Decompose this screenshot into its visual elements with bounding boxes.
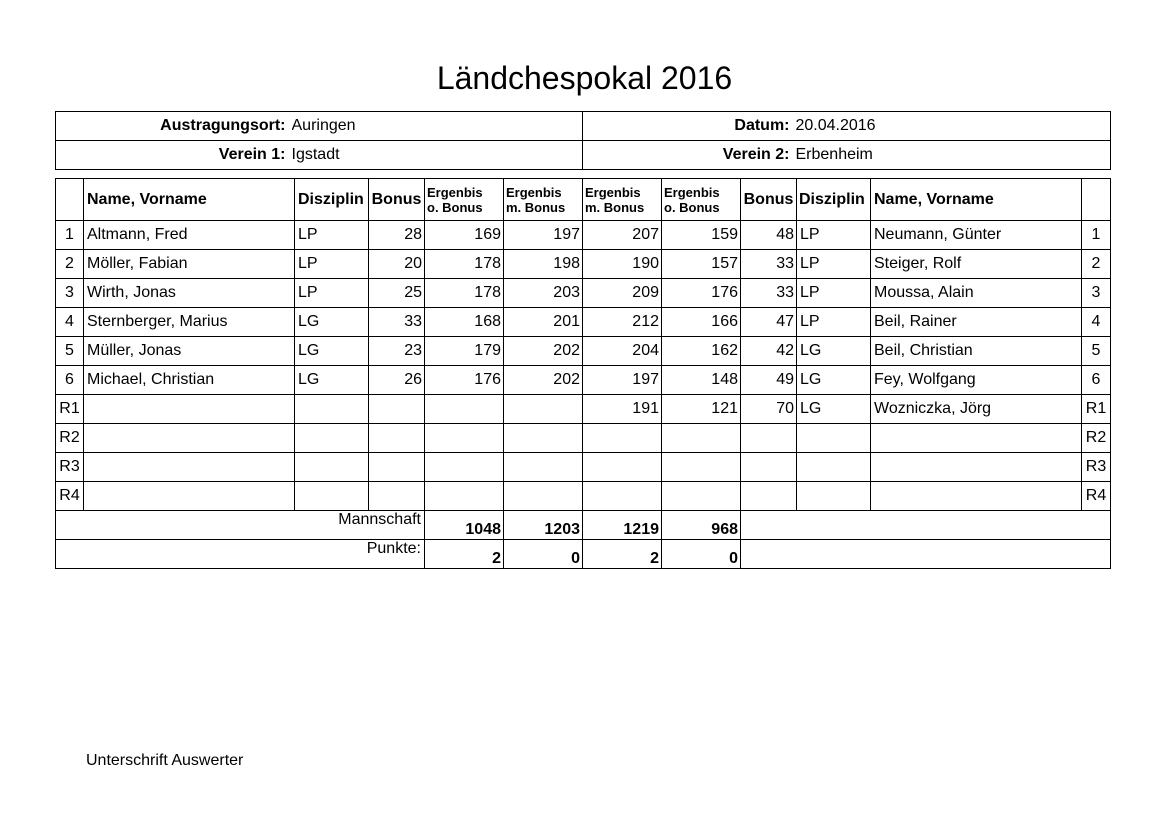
ergebnis-mit-bonus-right: 212 [583,308,662,337]
name-right [871,453,1082,482]
header-line2: o. Bonus [427,199,483,215]
disziplin-left: LP [295,250,369,279]
name-right: Steiger, Rolf [871,250,1082,279]
row-index-left: R3 [56,453,84,482]
disziplin-left [295,482,369,511]
ergebnis-mit-bonus-right [583,482,662,511]
table-row [56,453,1111,482]
ergebnis-mit-bonus-left: 202 [504,366,583,395]
disziplin-right: LP [797,221,871,250]
header-line1: Ergenbis [664,184,720,200]
bonus-right: 33 [741,250,797,279]
disziplin-left: LG [295,366,369,395]
ergebnis-ohne-bonus-left [425,395,504,424]
verein1-value: Igstadt [292,141,583,170]
ergebnis-ohne-bonus-left: 179 [425,337,504,366]
row-index-right: 3 [1082,279,1111,308]
name-right: Neumann, Günter [871,221,1082,250]
punkte-value: 2 [583,540,662,569]
table-row [56,308,1111,337]
signature-label: Unterschrift Auswerter [86,752,244,769]
results-table [55,178,1111,569]
results-header-row [56,179,1111,221]
ergebnis-mit-bonus-right [583,453,662,482]
bonus-right [741,453,797,482]
mannschaft-total: 1219 [583,511,662,540]
table-row [56,482,1111,511]
name-left [84,453,295,482]
bonus-left [369,453,425,482]
row-index-left: 5 [56,337,84,366]
info-row-clubs [56,141,1111,170]
header-disziplin-right: Disziplin [797,179,871,221]
name-left [84,395,295,424]
disziplin-right: LG [797,366,871,395]
datum-value: 20.04.2016 [796,112,1111,141]
bonus-left: 25 [369,279,425,308]
mannschaft-total: 1048 [425,511,504,540]
name-left: Möller, Fabian [84,250,295,279]
row-index-right: R4 [1082,482,1111,511]
punkte-label: Punkte: [56,540,425,569]
row-index-right: 1 [1082,221,1111,250]
austragungsort-label: Austragungsort: [56,112,292,141]
ergebnis-mit-bonus-right: 204 [583,337,662,366]
bonus-left [369,424,425,453]
datum-label: Datum: [583,112,796,141]
name-right: Beil, Rainer [871,308,1082,337]
bonus-left: 33 [369,308,425,337]
ergebnis-ohne-bonus-left: 176 [425,366,504,395]
disziplin-left: LG [295,337,369,366]
ergebnis-mit-bonus-right: 207 [583,221,662,250]
name-left: Sternberger, Marius [84,308,295,337]
bonus-left: 23 [369,337,425,366]
page-title: Ländchespokal 2016 [436,60,733,96]
mannschaft-row [56,511,1111,540]
mannschaft-total: 968 [662,511,741,540]
row-index-left: 3 [56,279,84,308]
header-name-left: Name, Vorname [84,179,295,221]
name-right: Moussa, Alain [871,279,1082,308]
row-index-right: 4 [1082,308,1111,337]
name-left [84,424,295,453]
disziplin-right [797,424,871,453]
table-row [56,424,1111,453]
ergebnis-ohne-bonus-right: 121 [662,395,741,424]
mannschaft-label: Mannschaft [56,511,425,540]
disziplin-left [295,424,369,453]
ergebnis-mit-bonus-left: 202 [504,337,583,366]
table-row [56,366,1111,395]
bonus-left [369,395,425,424]
ergebnis-ohne-bonus-left [425,424,504,453]
bonus-right: 48 [741,221,797,250]
ergebnis-mit-bonus-right: 197 [583,366,662,395]
row-index-right: R3 [1082,453,1111,482]
header-index-left [56,179,84,221]
row-index-left: 1 [56,221,84,250]
header-ergebnis-ohne-bonus-left [425,179,504,221]
header-ergebnis-mit-bonus-right [583,179,662,221]
row-index-left: R1 [56,395,84,424]
bonus-right [741,424,797,453]
name-left: Michael, Christian [84,366,295,395]
bonus-right: 49 [741,366,797,395]
header-disziplin-left: Disziplin [295,179,369,221]
bonus-right: 47 [741,308,797,337]
disziplin-right: LG [797,337,871,366]
header-ergebnis-ohne-bonus-right [662,179,741,221]
name-left: Wirth, Jonas [84,279,295,308]
disziplin-right: LG [797,395,871,424]
ergebnis-mit-bonus-left: 198 [504,250,583,279]
table-row [56,221,1111,250]
name-right: Wozniczka, Jörg [871,395,1082,424]
disziplin-left [295,453,369,482]
name-left: Altmann, Fred [84,221,295,250]
ergebnis-mit-bonus-right: 190 [583,250,662,279]
row-index-left: 2 [56,250,84,279]
header-line1: Ergenbis [585,184,641,200]
disziplin-right: LP [797,308,871,337]
ergebnis-ohne-bonus-right: 166 [662,308,741,337]
name-left: Müller, Jonas [84,337,295,366]
punkte-value: 2 [425,540,504,569]
disziplin-right: LP [797,279,871,308]
header-line2: o. Bonus [664,199,720,215]
row-index-left: R2 [56,424,84,453]
ergebnis-mit-bonus-left [504,395,583,424]
header-line2: m. Bonus [585,199,645,215]
ergebnis-ohne-bonus-right: 176 [662,279,741,308]
name-right: Beil, Christian [871,337,1082,366]
match-info-table [55,111,1111,170]
row-index-left: 4 [56,308,84,337]
header-line1: Ergenbis [427,184,483,200]
row-index-right: R2 [1082,424,1111,453]
ergebnis-mit-bonus-left: 197 [504,221,583,250]
bonus-left: 20 [369,250,425,279]
header-name-right: Name, Vorname [871,179,1082,221]
mannschaft-total: 1203 [504,511,583,540]
ergebnis-ohne-bonus-right [662,453,741,482]
bonus-right [741,482,797,511]
ergebnis-ohne-bonus-right: 157 [662,250,741,279]
table-row [56,395,1111,424]
verein2-value: Erbenheim [796,141,1111,170]
bonus-left [369,482,425,511]
ergebnis-ohne-bonus-left: 178 [425,279,504,308]
row-index-right: R1 [1082,395,1111,424]
ergebnis-mit-bonus-left [504,482,583,511]
row-index-right: 6 [1082,366,1111,395]
name-right [871,482,1082,511]
ergebnis-mit-bonus-right: 191 [583,395,662,424]
ergebnis-ohne-bonus-left: 169 [425,221,504,250]
disziplin-left [295,395,369,424]
ergebnis-ohne-bonus-right: 162 [662,337,741,366]
header-bonus-right: Bonus [741,179,797,221]
row-index-right: 2 [1082,250,1111,279]
ergebnis-mit-bonus-left: 203 [504,279,583,308]
name-left [84,482,295,511]
header-index-right [1082,179,1111,221]
punkte-row [56,540,1111,569]
header-line1: Ergenbis [506,184,562,200]
punkte-value: 0 [504,540,583,569]
disziplin-left: LG [295,308,369,337]
table-row [56,279,1111,308]
ergebnis-ohne-bonus-left: 168 [425,308,504,337]
header-bonus-left: Bonus [369,179,425,221]
ergebnis-ohne-bonus-right [662,482,741,511]
punkte-empty [741,540,1111,569]
row-index-left: 6 [56,366,84,395]
ergebnis-mit-bonus-left [504,453,583,482]
name-right [871,424,1082,453]
verein1-label: Verein 1: [56,141,292,170]
ergebnis-ohne-bonus-right: 159 [662,221,741,250]
info-row-location-date [56,112,1111,141]
ergebnis-mit-bonus-left [504,424,583,453]
disziplin-right [797,453,871,482]
disziplin-left: LP [295,279,369,308]
ergebnis-ohne-bonus-left: 178 [425,250,504,279]
header-ergebnis-mit-bonus-left [504,179,583,221]
austragungsort-value: Auringen [292,112,583,141]
row-index-right: 5 [1082,337,1111,366]
disziplin-right [797,482,871,511]
disziplin-right: LP [797,250,871,279]
bonus-right: 42 [741,337,797,366]
ergebnis-ohne-bonus-left [425,482,504,511]
ergebnis-ohne-bonus-right [662,424,741,453]
mannschaft-empty [741,511,1111,540]
table-row [56,337,1111,366]
punkte-value: 0 [662,540,741,569]
ergebnis-mit-bonus-left: 201 [504,308,583,337]
table-row [56,250,1111,279]
row-index-left: R4 [56,482,84,511]
verein2-label: Verein 2: [583,141,796,170]
ergebnis-mit-bonus-right [583,424,662,453]
bonus-right: 33 [741,279,797,308]
header-line2: m. Bonus [506,199,566,215]
bonus-left: 26 [369,366,425,395]
disziplin-left: LP [295,221,369,250]
bonus-right: 70 [741,395,797,424]
bonus-left: 28 [369,221,425,250]
ergebnis-ohne-bonus-left [425,453,504,482]
ergebnis-ohne-bonus-right: 148 [662,366,741,395]
name-right: Fey, Wolfgang [871,366,1082,395]
ergebnis-mit-bonus-right: 209 [583,279,662,308]
